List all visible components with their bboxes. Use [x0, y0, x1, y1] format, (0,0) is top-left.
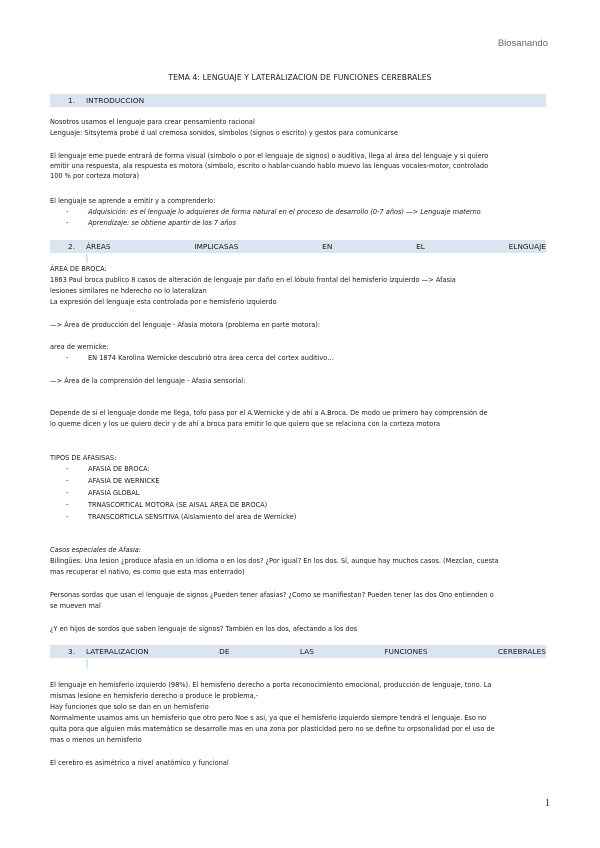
depende-line-2: lo queme dicen y los ue quiero decir y de ahí a broca para emitir lo que quiero que se relaciona con la corteza motora: [50, 420, 441, 428]
hijos-line: ¿Y en hijos de sordos que saben lenguaje de signos? También en los dos, afectando a los dos: [50, 625, 358, 633]
list-dash: -: [66, 513, 69, 521]
section-word: EN: [322, 242, 333, 251]
broca-line-2: lesiones similares ne hderecho no lo lateralizan: [50, 287, 207, 295]
list-dash: -: [66, 489, 69, 497]
arrow-line-production: —> Área de producción del lenguaje - Afasia motora (problema en parte motora):: [50, 321, 321, 329]
casos-heading: Casos especiales de Afasia:: [50, 546, 142, 554]
section-label-text: INTRODUCCION: [86, 96, 145, 105]
list-item: [66, 476, 160, 486]
section-word: LAS: [299, 647, 314, 656]
section-word: ELNGUAJE: [508, 242, 546, 251]
section-word: ÁREAS: [86, 242, 111, 251]
section-word: IMPLICASAS: [194, 242, 239, 251]
list-item-text: Adquisición: es el lenguaje lo adquieres de forma natural en el proceso de desarrollo (0-7 años) —> Lenguaje materno: [88, 208, 481, 216]
lat-line-6: mas o menos un hemisferio: [50, 736, 142, 744]
lat-line-4: Normalmente usamos ams un hemisferio que otro pero Noe s asi, ya que el hemisferio izquierdo siempre tendrá el lenguaje. Eso no: [50, 714, 487, 722]
list-item: [66, 353, 334, 363]
list-item: [66, 464, 150, 474]
list-item: [66, 500, 267, 510]
broca-line-3: La expresión del lenguaje esta controlada por e hemisferio izquierdo: [50, 298, 277, 306]
list-item: [66, 488, 139, 498]
broca-heading: ÁREA DE BROCA:: [50, 265, 107, 273]
section-word: CEREBRALES: [497, 647, 546, 656]
sordos-line-2: se mueven mal: [50, 602, 101, 610]
section-heading-areas: [50, 240, 546, 253]
document-title: TEMA 4: LENGUAJE Y LATERALIZACION DE FUNCIONES CEREBRALES: [168, 73, 432, 82]
intro-paragraph-3b: emitir una respuesta, ala respuesta es motora (simbolo, escrito o hablar-cuando hablo muevo las lenguas vocales-motor, controlado: [50, 162, 489, 170]
bilingues-line-1: Bilingües: Una lesion ¿produce afasia en un idioma o en los dos? ¿Por igual? En los dos. Sí, aunque hay muchos casos. (Mezclan, cuesta: [50, 557, 499, 565]
list-dash: -: [66, 465, 69, 473]
list-item-text: TRANSCORTICLA SENSITIVA (Aislamiento del area de Wernicke): [88, 513, 297, 521]
intro-paragraph-4: El lenguaje se aprende a emitir y a comprenderlo:: [50, 197, 216, 205]
list-dash: -: [66, 501, 69, 509]
section-number: 3.: [68, 647, 76, 656]
list-item-text: TRNASCORTICAL MOTORA (SE AISAL AREA DE BROCA): [88, 501, 268, 509]
arrow-line-comprehension: —> Área de la comprensión del lenguaje - Afasia sensorial:: [50, 377, 246, 385]
lat-line-5: quita pora que alguien más matemático se desarrolle mas en una zona por plasticidad pero no se define tu orpsonalidad por el uso de: [50, 725, 495, 733]
section-heading-introduccion: [50, 94, 546, 107]
list-dash: -: [66, 354, 69, 362]
section-word: EL: [416, 242, 425, 251]
tipos-heading: TIPOS DE AFASISAS:: [50, 454, 117, 462]
bilingues-line-2: mas recuperar el nativo, es como que esta mas enterrado): [50, 568, 245, 576]
section-label: [86, 647, 546, 656]
sordos-line-1: Personas sordas que usan el lenguaje de signos ¿Pueden tener afasias? ¿Como se manifiestan? Pueden tener las dos Ono entienden o: [50, 591, 494, 599]
page-number: 1: [545, 798, 550, 809]
list-item-text: EN 1874 Karolina Wernicke descubrió otra área cerca del cortex auditivo…: [88, 354, 334, 362]
list-dash: -: [66, 208, 69, 216]
section-number: 2.: [68, 242, 76, 251]
section-word: DE: [219, 647, 230, 656]
list-item: [66, 218, 236, 228]
list-item-text: AFASIA GLOBAL: [88, 489, 140, 497]
header-brand: Biosanando: [497, 38, 548, 49]
section-label: [86, 96, 546, 105]
list-item: [66, 207, 481, 217]
list-dash: -: [66, 219, 69, 227]
broca-line-1: 1863 Paul broca publico 8 casos de alteración de lenguaje por daño en el lóbulo frontal del hemisferio izquierdo —> Afasia: [50, 276, 456, 284]
section-number: 1.: [68, 96, 76, 105]
lat-line-7: El cerebro es asimétrico a nivel anatómico y funcional: [50, 759, 229, 767]
intro-paragraph-1: Nosotros usamos el lenguaje para crear pensamiento racional: [50, 118, 255, 126]
decorative-marker: [86, 254, 88, 263]
section-label: [86, 242, 546, 251]
decorative-marker: [86, 659, 88, 668]
intro-paragraph-3c: 100 % por corteza motora): [50, 172, 140, 180]
lat-line-2: mismas lesione en hemisferio derecho o produce le problema,-: [50, 692, 259, 700]
intro-paragraph-3a: El lenguaje eme puede entrará de forma visual (simbolo o por el lenguaje de signos) o auditiva, llega al área del lenguaje y si quiero: [50, 152, 489, 160]
wernicke-heading: area de wernicke:: [50, 343, 109, 351]
section-word: LATERALIZACION: [86, 647, 149, 656]
lat-line-1: El lenguaje en hemisferio izquierdo (98%). El hemisferio derecho a porta reconocimiento emocional, producción de lenguaje, tono. La: [50, 681, 492, 689]
lat-line-3: Hay funciones que solo se dan en un hemisferio: [50, 703, 209, 711]
list-item-text: AFASIA DE BROCA:: [88, 465, 150, 473]
list-item: [66, 512, 296, 522]
depende-line-1: Depende de si el lenguaje donde me llega, tofo pasa por el A.Wernicke y de ahí a A.Broca. De modo ue primero hay comprensión de: [50, 409, 488, 417]
list-dash: -: [66, 477, 69, 485]
intro-paragraph-2: Lenguaje: Sitsytema probé d ual cremosa sonidos, símbolos (signos o escrito) y gestos para comunicarse: [50, 129, 398, 137]
list-item-text: AFASIA DE WERNICKE: [88, 477, 160, 485]
section-heading-lateralizacion: [50, 645, 546, 658]
list-item-text: Aprendizaje: se obtiene apartir de los 7 años: [88, 219, 236, 227]
section-word: FUNCIONES: [384, 647, 428, 656]
